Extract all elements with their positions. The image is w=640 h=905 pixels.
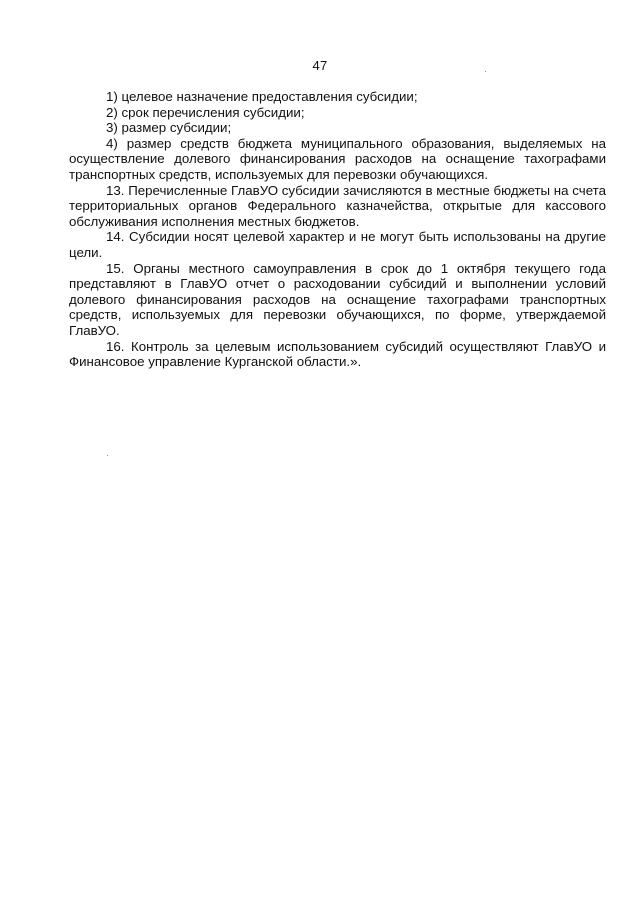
clause-16: 16. Контроль за целевым использованием субсидий осуществляют ГлавУО и Финансовое управление Курганской области.». — [69, 338, 606, 370]
list-item-transfer-deadline: 2) срок перечисления субсидии; — [106, 104, 305, 120]
page-number: 47 — [312, 58, 328, 73]
clause-15: 15. Органы местного самоуправления в срок до 1 октября текущего года представляют в ГлавУО отчет о расходовании субсидий и выполнении условий долевого финансирования расходов на оснащение тахографами транспортных средств, используемых для перевозки обучающихся, по форме, утверждаемой ГлавУО. — [69, 260, 606, 338]
clause-13: 13. Перечисленные ГлавУО субсидии зачисляются в местные бюджеты на счета территориальных органов Федерального казначейства, открытые для кассового обслуживания исполнения местных бюджетов. — [69, 182, 606, 229]
list-item-purpose: 1) целевое назначение предоставления субсидии; — [106, 89, 418, 104]
scan-speck — [107, 455, 108, 456]
clause-14: 14. Субсидии носят целевой характер и не могут быть использованы на другие цели. — [69, 229, 606, 260]
list-item-municipal-budget-funds: 4) размер средств бюджета муниципального образования, выделяемых на осуществление долевого финансирования расходов на оснащение тахографами транспортных средств, используемых для перевозки обучающихся. — [69, 135, 606, 182]
document-body — [69, 89, 606, 370]
list-item-subsidy-amount: 3) размер субсидии; — [106, 120, 232, 136]
scan-speck — [485, 71, 486, 72]
